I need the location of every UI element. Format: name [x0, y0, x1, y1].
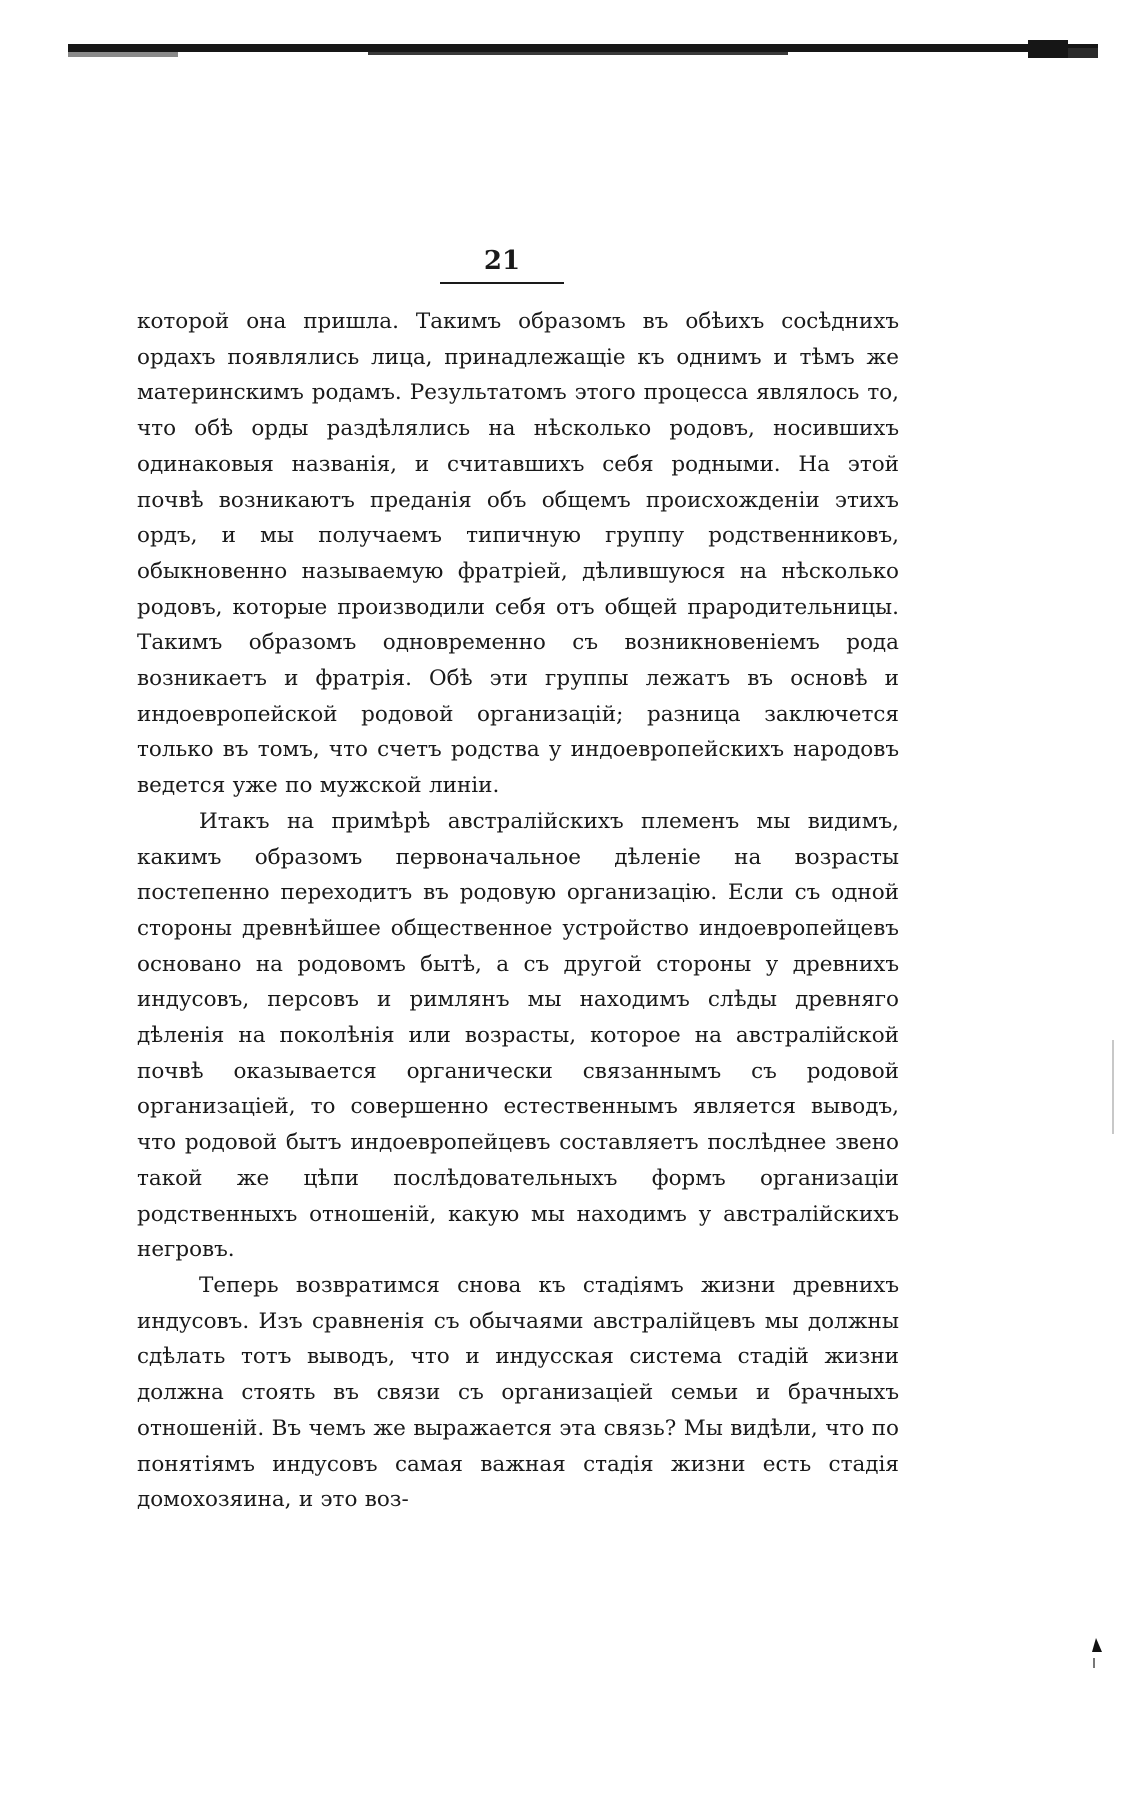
paragraph-1: которой она пришла. Такимъ образомъ въ обѣихъ сосѣднихъ ордахъ появлялись лица, принадлежащіе къ однимъ и тѣмъ же материнскимъ родамъ. Результатомъ этого процесса являлось то, что обѣ орды раздѣлялись на нѣсколько родовъ, носившихъ одинаковыя названія, и считавшихъ себя родными. На этой почвѣ возникаютъ преданія объ общемъ происхожденіи этихъ ордъ, и мы получаемъ типичную группу родственниковъ, обыкновенно называемую фратріей, дѣлившуюся на нѣсколько родовъ, которые производили себя отъ общей прародительницы. Такимъ образомъ одновременно съ возникновеніемъ рода возникаетъ и фратрія. Обѣ эти группы лежатъ въ основѣ и индоевропейской родовой организацій; разница заключется только въ томъ, что счетъ родства у индоевропейскихъ народовъ ведется уже по мужской линіи. — [137, 309, 899, 799]
corner-ink-mark — [1086, 1636, 1106, 1670]
page-number: 21 — [440, 246, 564, 284]
page-top-edge-scan-artifact — [68, 40, 1098, 62]
body-text — [137, 304, 899, 1518]
margin-scan-line — [1112, 1040, 1114, 1134]
paragraph-3: Теперь возвратимся снова къ стадіямъ жизни древнихъ индусовъ. Изъ сравненія съ обычаями австралійцевъ мы должны сдѣлать тотъ выводъ, что и индусская система стадій жизни должна стоять въ связи съ организаціей семьи и брачныхъ отношеній. Въ чемъ же выражается эта связь? Мы видѣли, что по понятіямъ индусовъ самая важная стадія жизни есть стадія домохозяина, и это воз- — [137, 1272, 899, 1513]
paragraph-2: Итакъ на примѣрѣ австралійскихъ племенъ мы видимъ, какимъ образомъ первоначальное дѣленіе на возрасты постепенно переходитъ въ родовую организацію. Если съ одной стороны древнѣйшее общественное устройство индоевропейцевъ основано на родовомъ бытѣ, а съ другой стороны у древнихъ индусовъ, персовъ и римлянъ мы находимъ слѣды древняго дѣленія на поколѣнія или возрасты, которое на австралійской почвѣ оказывается органически связаннымъ съ родовой организаціей, то совершенно естественнымъ является выводъ, что родовой бытъ индоевропейцевъ составляетъ послѣднее звено такой же цѣпи послѣдовательныхъ формъ организаціи родственныхъ отношеній, какую мы находимъ у австралійскихъ негровъ. — [137, 808, 899, 1263]
